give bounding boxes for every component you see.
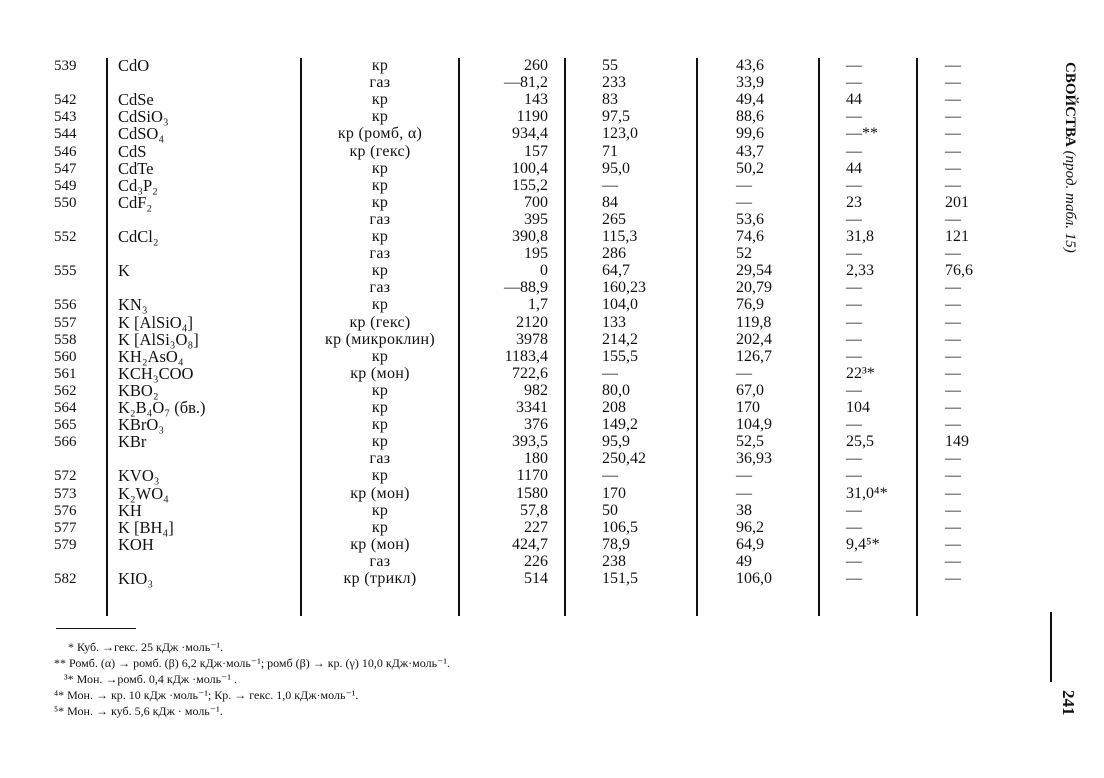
row-number: 549 xyxy=(54,177,77,194)
state: кр (мон) xyxy=(350,364,410,382)
value-col5: — xyxy=(945,552,961,570)
value-col5: — xyxy=(945,296,961,314)
state: кр xyxy=(371,518,389,536)
row-number: 565 xyxy=(54,417,77,434)
row-number: 572 xyxy=(54,468,77,485)
value-col1: 1580 xyxy=(516,484,548,502)
value-col5: — xyxy=(945,347,961,365)
value-col3: 76,9 xyxy=(736,296,764,314)
value-col1: 57,8 xyxy=(520,501,548,519)
value-col3: 170 xyxy=(736,399,760,416)
value-col3: 104,9 xyxy=(736,416,772,434)
state: кр xyxy=(371,381,389,399)
value-col2: 50 xyxy=(602,501,618,519)
value-col1: 934,4 xyxy=(512,125,548,143)
value-col4: — xyxy=(846,74,862,92)
value-col4: — xyxy=(846,296,862,314)
value-col4: —** xyxy=(846,125,878,143)
value-col4: — xyxy=(846,279,862,297)
value-col2: 151,5 xyxy=(602,570,638,587)
state: кр xyxy=(371,193,389,211)
value-col1: 1183,4 xyxy=(504,347,548,365)
value-col3: 119,8 xyxy=(736,313,772,331)
formula: KH₂AsO₄ xyxy=(118,346,184,366)
value-col3: 99,6 xyxy=(736,125,764,143)
value-col4: — xyxy=(846,313,862,331)
value-col4: — xyxy=(846,416,862,434)
formula: CdSe xyxy=(118,90,154,110)
formula: K [AlSi₃O₈] xyxy=(118,329,199,349)
value-col4: 9,4⁵* xyxy=(846,535,880,553)
value-col5: 121 xyxy=(945,228,969,245)
running-header xyxy=(1058,62,1078,662)
footnote: ⁵* Мон. → куб. 5,6 кДж · моль⁻¹. xyxy=(54,704,223,718)
value-col2: — xyxy=(602,364,618,382)
value-col1: 0 xyxy=(540,262,548,280)
state: кр xyxy=(371,159,389,177)
value-col2: 83 xyxy=(602,91,618,109)
value-col4: — xyxy=(846,501,862,519)
state: кр xyxy=(371,228,389,245)
value-col5: — xyxy=(945,57,961,74)
value-col3: — xyxy=(736,193,752,211)
value-col5: — xyxy=(945,313,961,331)
value-col1: 195 xyxy=(524,245,548,263)
value-col1: 260 xyxy=(524,57,548,74)
value-col5: — xyxy=(945,364,961,382)
value-col4: — xyxy=(846,330,862,348)
row-number: 573 xyxy=(54,485,77,502)
formula: KBrO₃ xyxy=(118,415,165,435)
state: кр xyxy=(371,416,389,434)
state: кр xyxy=(371,399,389,416)
value-col5: — xyxy=(945,330,961,348)
value-col2: 115,3 xyxy=(602,228,638,245)
row-number: 543 xyxy=(54,109,77,126)
row-number: 550 xyxy=(54,194,77,211)
value-col4: 2,33 xyxy=(846,262,874,280)
row-number: 556 xyxy=(54,297,77,314)
state: кр (трикл) xyxy=(343,570,417,587)
value-col3: 126,7 xyxy=(736,347,772,365)
running-header-main: СВОЙСТВА xyxy=(1062,62,1078,147)
value-col4: — xyxy=(846,450,862,468)
value-col5: — xyxy=(945,245,961,263)
value-col3: 38 xyxy=(736,501,752,519)
value-col1: 155,2 xyxy=(512,176,548,194)
state: кр xyxy=(371,467,389,485)
row-number: 561 xyxy=(54,365,77,382)
formula: KIO₃ xyxy=(118,569,154,588)
column-rule-4 xyxy=(564,58,566,616)
formula: Cd₃P₂ xyxy=(118,175,158,195)
footnote: ** Ромб. (α) → ромб. (β) 6,2 кДж·моль⁻¹; ромб (β) → кр. (γ) 10,0 кДж·моль⁻¹. xyxy=(54,656,450,670)
state: кр xyxy=(371,296,389,314)
value-col2: 55 xyxy=(602,57,618,74)
value-col3: 52 xyxy=(736,245,752,263)
value-col5: — xyxy=(945,159,961,177)
footnote-rule xyxy=(56,628,136,629)
value-col3: 96,2 xyxy=(736,518,764,536)
value-col5: — xyxy=(945,570,961,587)
value-col1: 1,7 xyxy=(528,296,548,314)
value-col3: 49,4 xyxy=(736,91,764,109)
value-col4: 31,0⁴* xyxy=(846,484,888,502)
state: кр xyxy=(371,262,389,280)
value-col1: 3978 xyxy=(516,330,548,348)
formula: KN₃ xyxy=(118,295,148,315)
row-number: 555 xyxy=(54,263,77,280)
value-col3: 88,6 xyxy=(736,108,764,126)
value-col5: — xyxy=(945,416,961,434)
value-col2: 71 xyxy=(602,142,618,160)
value-col2: 214,2 xyxy=(602,330,638,348)
state: кр xyxy=(371,57,389,74)
value-col2: — xyxy=(602,467,618,485)
value-col3: 29,54 xyxy=(736,262,772,280)
value-col1: 393,5 xyxy=(512,433,548,451)
formula: CdS xyxy=(118,141,147,161)
value-col1: —81,2 xyxy=(504,74,548,92)
value-col4: — xyxy=(846,142,862,160)
value-col5: 76,6 xyxy=(945,262,973,280)
value-col3: 64,9 xyxy=(736,535,764,553)
value-col3: — xyxy=(736,364,752,382)
value-col1: 1170 xyxy=(516,467,548,485)
value-col3: — xyxy=(736,484,752,502)
value-col4: — xyxy=(846,210,862,228)
value-col2: 97,5 xyxy=(602,108,630,126)
value-col3: 36,93 xyxy=(736,450,772,468)
state: газ xyxy=(369,74,391,92)
value-col4: — xyxy=(846,518,862,536)
value-col2: 149,2 xyxy=(602,416,638,434)
value-col5: — xyxy=(945,399,961,416)
column-rule-1 xyxy=(106,58,108,616)
formula: CdSO₄ xyxy=(118,124,165,144)
value-col5: — xyxy=(945,279,961,297)
state: кр (мон) xyxy=(350,484,410,502)
value-col3: 67,0 xyxy=(736,381,764,399)
value-col1: 1190 xyxy=(516,108,548,126)
value-col4: — xyxy=(846,552,862,570)
formula: K₂WO₄ xyxy=(118,483,169,503)
value-col3: — xyxy=(736,467,752,485)
formula: CdSiO₃ xyxy=(118,107,169,127)
value-col4: 104 xyxy=(846,399,870,416)
value-col2: 133 xyxy=(602,313,626,331)
state: газ xyxy=(369,210,391,228)
formula: KBr xyxy=(118,432,147,452)
value-col2: 106,5 xyxy=(602,518,638,536)
value-col1: 424,7 xyxy=(512,535,548,553)
value-col4: — xyxy=(846,467,862,485)
formula: CdF₂ xyxy=(118,192,153,212)
value-col2: 123,0 xyxy=(602,125,638,143)
value-col4: — xyxy=(846,176,862,194)
value-col5: 149 xyxy=(945,433,969,451)
footnote: ³* Мон. →ромб. 0,4 кДж ·моль⁻¹ . xyxy=(64,672,237,686)
value-col5: — xyxy=(945,91,961,109)
formula: KBO₂ xyxy=(118,380,159,400)
state: кр xyxy=(371,347,389,365)
state: газ xyxy=(369,450,391,468)
state: кр (гекс) xyxy=(349,313,411,331)
value-col5: — xyxy=(945,450,961,468)
value-col5: — xyxy=(945,74,961,92)
formula: KH xyxy=(118,500,142,520)
state: кр xyxy=(371,433,389,451)
value-col3: 53,6 xyxy=(736,210,764,228)
row-number: 577 xyxy=(54,519,77,536)
value-col4: — xyxy=(846,57,862,74)
row-number: 579 xyxy=(54,536,77,553)
column-rule-7 xyxy=(916,58,918,616)
value-col1: 395 xyxy=(524,210,548,228)
formula: K [BH₄] xyxy=(118,517,174,537)
value-col2: 238 xyxy=(602,552,626,570)
state: кр xyxy=(371,501,389,519)
row-number: 546 xyxy=(54,143,77,160)
value-col1: 376 xyxy=(524,416,548,434)
value-col1: 227 xyxy=(524,518,548,536)
row-number: 582 xyxy=(54,571,77,587)
row-number: 564 xyxy=(54,400,77,416)
row-number: 557 xyxy=(54,314,77,331)
value-col1: 226 xyxy=(524,552,548,570)
value-col1: 3341 xyxy=(516,399,548,416)
value-col1: —88,9 xyxy=(504,279,548,297)
row-number: 562 xyxy=(54,382,77,399)
value-col1: 982 xyxy=(524,381,548,399)
row-number: 576 xyxy=(54,502,77,519)
row-number: 566 xyxy=(54,434,77,451)
value-col1: 722,6 xyxy=(512,364,548,382)
footnote: * Куб. →гекс. 25 кДж ·моль⁻¹. xyxy=(68,640,224,654)
state: газ xyxy=(369,279,391,297)
value-col2: 104,0 xyxy=(602,296,638,314)
state: кр xyxy=(371,108,389,126)
formula: K [AlSiO₄] xyxy=(118,312,193,332)
value-col2: 233 xyxy=(602,74,626,92)
value-col2: 265 xyxy=(602,210,626,228)
value-col3: 20,79 xyxy=(736,279,772,297)
row-number: 560 xyxy=(54,348,77,365)
value-col2: 155,5 xyxy=(602,347,638,365)
value-col1: 2120 xyxy=(516,313,548,331)
state: газ xyxy=(369,552,391,570)
column-rule-6 xyxy=(818,58,820,616)
value-col2: 80,0 xyxy=(602,381,630,399)
value-col5: — xyxy=(945,125,961,143)
state: кр (ромб, α) xyxy=(337,125,423,143)
formula: KVO₃ xyxy=(118,466,160,486)
value-col3: 43,7 xyxy=(736,142,764,160)
value-col5: — xyxy=(945,467,961,485)
value-col5: — xyxy=(945,484,961,502)
value-col5: — xyxy=(945,381,961,399)
state: кр xyxy=(371,91,389,109)
value-col5: — xyxy=(945,501,961,519)
value-col2: 95,9 xyxy=(602,433,630,451)
formula: KOH xyxy=(118,534,154,554)
value-col4: 44 xyxy=(846,159,862,177)
value-col1: 157 xyxy=(524,142,548,160)
row-number: 547 xyxy=(54,160,77,177)
formula: KCH₃COO xyxy=(118,363,194,383)
value-col5: — xyxy=(945,176,961,194)
page-number: 241 xyxy=(1059,690,1078,716)
column-rule-5 xyxy=(696,58,698,616)
value-col1: 514 xyxy=(524,570,548,587)
value-col5: — xyxy=(945,535,961,553)
value-col3: 74,6 xyxy=(736,228,764,245)
value-col3: 49 xyxy=(736,552,752,570)
footnote: ⁴* Мон. → кр. 10 кДж ·моль⁻¹; Кр. → гекс. 1,0 кДж·моль⁻¹. xyxy=(54,688,359,702)
formula: K₂B₄O₇ (бв.) xyxy=(118,398,206,417)
value-col3: 52,5 xyxy=(736,433,764,451)
value-col2: 78,9 xyxy=(602,535,630,553)
running-header-sub: (прод. табл. 15) xyxy=(1062,150,1078,253)
formula: CdTe xyxy=(118,158,154,178)
formula: K xyxy=(118,261,130,281)
value-col1: 143 xyxy=(524,91,548,109)
state: кр xyxy=(371,176,389,194)
value-col1: 100,4 xyxy=(512,159,548,177)
value-col3: 50,2 xyxy=(736,159,764,177)
value-col5: — xyxy=(945,518,961,536)
value-col4: 23 xyxy=(846,193,862,211)
row-number: 542 xyxy=(54,92,77,109)
value-col2: 64,7 xyxy=(602,262,630,280)
row-number: 558 xyxy=(54,331,77,348)
value-col1: 180 xyxy=(524,450,548,468)
value-col4: 25,5 xyxy=(846,433,874,451)
value-col5: — xyxy=(945,108,961,126)
row-number: 552 xyxy=(54,229,77,245)
value-col5: — xyxy=(945,210,961,228)
value-col3: 43,6 xyxy=(736,57,764,74)
row-number: 544 xyxy=(54,126,77,143)
value-col4: — xyxy=(846,245,862,263)
value-col2: 286 xyxy=(602,245,626,263)
value-col4: — xyxy=(846,108,862,126)
value-col4: — xyxy=(846,347,862,365)
value-col3: 106,0 xyxy=(736,570,772,587)
value-col4: — xyxy=(846,570,862,587)
margin-rule xyxy=(1050,612,1052,682)
value-col3: — xyxy=(736,176,752,194)
value-col2: 160,23 xyxy=(602,279,646,297)
row-number: 539 xyxy=(54,58,77,74)
state: газ xyxy=(369,245,391,263)
value-col2: 208 xyxy=(602,399,626,416)
value-col2: — xyxy=(602,176,618,194)
state: кр (мон) xyxy=(350,535,410,553)
value-col4: 44 xyxy=(846,91,862,109)
formula: CdCl₂ xyxy=(118,227,159,246)
value-col2: 84 xyxy=(602,193,618,211)
state: кр (микроклин) xyxy=(325,330,435,348)
value-col4: 31,8 xyxy=(846,228,874,245)
value-col4: — xyxy=(846,381,862,399)
value-col2: 95,0 xyxy=(602,159,630,177)
value-col5: 201 xyxy=(945,193,969,211)
value-col2: 250,42 xyxy=(602,450,646,468)
value-col3: 202,4 xyxy=(736,330,772,348)
value-col1: 390,8 xyxy=(512,228,548,245)
value-col1: 700 xyxy=(524,193,548,211)
formula: CdO xyxy=(118,56,150,75)
value-col4: 22³* xyxy=(846,364,875,382)
state: кр (гекс) xyxy=(349,142,411,160)
value-col3: 33,9 xyxy=(736,74,764,92)
value-col2: 170 xyxy=(602,484,626,502)
value-col5: — xyxy=(945,142,961,160)
